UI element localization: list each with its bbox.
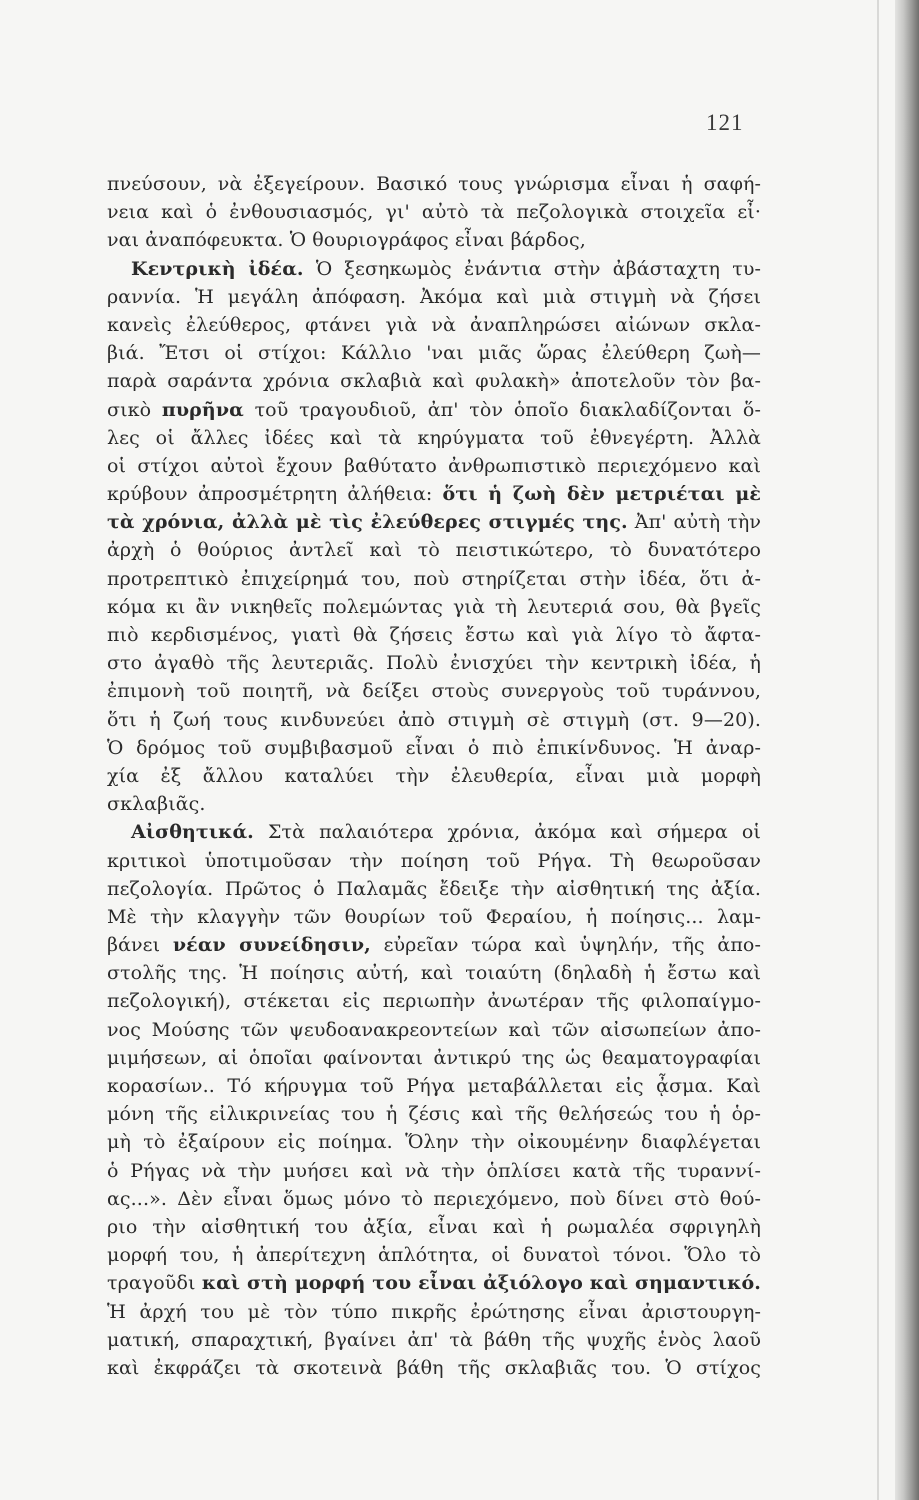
text-segment: πιὸ κερδισμένος, γιατὶ θὰ ζήσεις ἔστω καὶ γιὰ λίγο τὸ ἄφτα- bbox=[107, 624, 761, 646]
text-segment: Ἡ ἀρχή του μὲ τὸν τύπο πικρῆς ἐρώτησης εἶναι ἀριστουργη- bbox=[107, 1300, 761, 1323]
text-line bbox=[107, 508, 761, 536]
text-segment: σικὸ bbox=[107, 398, 162, 421]
text-line bbox=[107, 706, 761, 734]
text-segment: μὴ τὸ ἐξαίρουν εἰς ποίημα. Ὅλην τὴν οἰκουμένην διαφλέγεται bbox=[107, 1131, 761, 1154]
text-line bbox=[107, 367, 761, 395]
text-segment: κρύβουν ἀπροσμέτρητη ἀλήθεια: bbox=[107, 483, 443, 506]
page-edge-line bbox=[877, 0, 879, 1500]
text-line bbox=[107, 452, 761, 480]
text-line bbox=[107, 734, 761, 762]
text-line bbox=[107, 1157, 761, 1185]
text-line bbox=[107, 311, 761, 339]
text-segment: ἀρχὴ ὁ θούριος ἀντλεῖ καὶ τὸ πειστικώτερο, τὸ δυνατότερο bbox=[107, 539, 761, 562]
text-segment: νεια καὶ ὁ ἐνθουσιασμός, γι' αὐτὸ τὰ πεζολογικὰ στοιχεῖα εἶ· bbox=[107, 201, 761, 224]
text-line bbox=[107, 987, 761, 1015]
text-segment: ὁ Ρήγας νὰ τὴν μυήσει καὶ νὰ τὴν ὁπλίσει κατὰ τῆς τυραννί- bbox=[107, 1159, 761, 1182]
text-segment: οἱ στίχοι αὐτοὶ ἔχουν βαθύτατο ἀνθρωπιστικὸ περιεχόμενο καὶ bbox=[107, 454, 761, 477]
text-line bbox=[107, 198, 761, 226]
text-segment: Μὲ τὴν κλαγγὴν τῶν θουρίων τοῦ Φεραίου, ἡ ποίησις... λαμ- bbox=[107, 905, 761, 928]
text-line bbox=[107, 1298, 761, 1326]
text-line bbox=[107, 959, 761, 987]
bold-text-segment: τὰ χρόνια, ἀλλὰ μὲ τὶς ἐλεύθερες στιγμές της. bbox=[107, 511, 628, 534]
page-edge-shadow bbox=[895, 0, 919, 1500]
text-segment: λες οἱ ἄλλες ἰδέες καὶ τὰ κηρύγματα τοῦ ἐθνεγέρτη. Ἀλλὰ bbox=[107, 426, 761, 449]
text-line bbox=[107, 593, 761, 621]
text-line bbox=[107, 283, 761, 311]
text-line bbox=[107, 649, 761, 677]
text-segment: βάνει bbox=[107, 934, 173, 957]
text-segment: ματική, σπαραχτική, βγαίνει ἀπ' τὰ βάθη τῆς ψυχῆς ἑνὸς λαοῦ bbox=[107, 1328, 761, 1351]
text-line bbox=[107, 762, 761, 790]
text-segment: τοῦ τραγουδιοῦ, ἀπ' τὸν ὁποῖο διακλαδίζονται ὅ- bbox=[243, 398, 761, 421]
text-segment: πεζολογία. Πρῶτος ὁ Παλαμᾶς ἔδειξε τὴν αἰσθητική της ἀξία. bbox=[107, 877, 761, 900]
text-line bbox=[107, 1241, 761, 1269]
bold-text-segment: νέαν συνείδησιν, bbox=[172, 934, 371, 957]
text-line bbox=[107, 677, 761, 705]
text-segment: Ἀπ' αὐτὴ τὴν bbox=[627, 511, 761, 534]
text-segment: στο ἀγαθὸ τῆς λευτεριᾶς. Πολὺ ἐνισχύει τὴν κεντρικὴ ἰδέα, ἡ bbox=[107, 652, 761, 675]
text-line bbox=[107, 931, 761, 959]
text-line bbox=[107, 565, 761, 593]
text-line bbox=[107, 1326, 761, 1354]
text-line bbox=[107, 1044, 761, 1072]
bold-text-segment: πυρῆνα bbox=[161, 398, 244, 421]
text-line bbox=[107, 875, 761, 903]
text-segment: κόμα κι ἂν νικηθεῖς πολεμώντας γιὰ τὴ λευτεριά σου, θὰ βγεῖς bbox=[107, 595, 761, 618]
text-segment: Ὁ δρόμος τοῦ συμβιβασμοῦ εἶναι ὁ πιὸ ἐπικίνδυνος. Ἡ ἀναρ- bbox=[107, 736, 761, 759]
text-line bbox=[107, 170, 761, 198]
text-segment: ραννία. Ἡ μεγάλη ἀπόφαση. Ἀκόμα καὶ μιὰ στιγμὴ νὰ ζήσει bbox=[107, 285, 761, 308]
text-segment: κανεὶς ἐλεύθερος, φτάνει γιὰ νὰ ἀναπληρώσει αἰώνων σκλα- bbox=[107, 313, 761, 336]
text-segment: τραγοῦδι bbox=[107, 1272, 202, 1295]
text-segment: σκλαβιᾶς. bbox=[107, 793, 206, 816]
text-segment: πεζολογική), στέκεται εἰς περιωπὴν ἀνωτέραν τῆς φιλοπαίγμο- bbox=[107, 990, 761, 1013]
text-segment: μιμήσεων, αἱ ὁποῖαι φαίνονται ἀντικρύ της ὡς θεαματογραφίαι bbox=[107, 1046, 761, 1069]
text-segment: βιά. Ἔτσι οἱ στίχοι: Κάλλιο 'ναι μιᾶς ὥρας ἐλεύθερη ζωὴ— bbox=[107, 342, 761, 365]
text-line bbox=[107, 790, 761, 818]
text-line bbox=[107, 1072, 761, 1100]
bold-text-segment: καὶ στὴ μορφή του εἶναι ἀξιόλογο καὶ σημαντικό. bbox=[201, 1272, 761, 1295]
text-line bbox=[107, 536, 761, 564]
text-line bbox=[107, 226, 761, 254]
text-line bbox=[107, 424, 761, 452]
text-segment: παρὰ σαράντα χρόνια σκλαβιὰ καὶ φυλακὴ» ἀποτελοῦν τὸν βα- bbox=[107, 370, 761, 393]
text-segment: καὶ ἐκφράζει τὰ σκοτεινὰ βάθη τῆς σκλαβιᾶς του. Ὁ στίχος bbox=[107, 1356, 761, 1379]
text-segment: ας...». Δὲν εἶναι ὅμως μόνο τὸ περιεχόμενο, ποὺ δίνει στὸ θού- bbox=[107, 1187, 761, 1210]
page-number: 121 bbox=[706, 110, 744, 135]
text-segment: ριο τὴν αἰσθητική του ἀξία, εἶναι καὶ ἡ ρωμαλέα σφριγηλὴ bbox=[107, 1215, 761, 1238]
text-segment: πνεύσουν, νὰ ἐξεγείρουν. Βασικό τους γνώρισμα εἶναι ἡ σαφή- bbox=[107, 173, 761, 195]
text-segment: κριτικοὶ ὑποτιμοῦσαν τὴν ποίηση τοῦ Ρήγα. Τὴ θεωροῦσαν bbox=[107, 849, 761, 872]
text-segment: Στὰ παλαιότερα χρόνια, ἀκόμα καὶ σήμερα οἱ bbox=[253, 821, 761, 844]
text-line bbox=[107, 396, 761, 424]
text-line bbox=[107, 1185, 761, 1213]
text-segment: νος Μούσης τῶν ψευδοανακρεοντείων καὶ τῶν αἰσωπείων ἀπο- bbox=[107, 1018, 761, 1041]
text-segment: εὐρεῖαν τώρα καὶ ὑψηλήν, τῆς ἀπο- bbox=[370, 934, 761, 957]
bold-text-segment: Αἰσθητικά. bbox=[131, 821, 254, 844]
text-line bbox=[107, 1128, 761, 1156]
text-line bbox=[107, 1016, 761, 1044]
text-line bbox=[107, 1354, 761, 1382]
text-segment: ἐπιμονὴ τοῦ ποιητῆ, νὰ δείξει στοὺς συνεργοὺς τοῦ τυράννου, bbox=[107, 680, 761, 703]
text-segment: ναι ἀναπόφευκτα. Ὁ θουριογράφος εἶναι βάρδος, bbox=[107, 229, 586, 252]
text-line bbox=[107, 847, 761, 875]
text-segment: προτρεπτικὸ ἐπιχείρημά του, ποὺ στηρίζεται στὴν ἰδέα, ὅτι ἀ- bbox=[107, 567, 761, 590]
text-segment: μόνη τῆς εἰλικρινείας του ἡ ζέσις καὶ τῆς θελήσεώς του ἡ ὁρ- bbox=[107, 1103, 761, 1126]
bold-text-segment: ὅτι ἡ ζωὴ δὲν μετριέται μὲ bbox=[442, 483, 761, 506]
text-line bbox=[107, 255, 761, 283]
bold-text-segment: Κεντρικὴ ἰδέα. bbox=[131, 257, 304, 280]
text-segment: χία ἐξ ἄλλου καταλύει τὴν ἐλευθερία, εἶναι μιὰ μορφὴ bbox=[107, 764, 761, 787]
text-line bbox=[107, 1213, 761, 1241]
text-line bbox=[107, 903, 761, 931]
text-segment: μορφή του, ἡ ἀπερίτεχνη ἁπλότητα, οἱ δυνατοὶ τόνοι. Ὅλο τὸ bbox=[107, 1244, 761, 1267]
text-line bbox=[107, 1100, 761, 1128]
text-line bbox=[107, 621, 761, 649]
text-line bbox=[107, 1269, 761, 1297]
text-segment: κορασίων.. Τό κήρυγμα τοῦ Ρήγα μεταβάλλεται εἰς ᾆσμα. Καὶ bbox=[107, 1075, 761, 1097]
text-segment: στολῆς της. Ἡ ποίησις αὐτή, καὶ τοιαύτη (δηλαδὴ ἡ ἔστω καὶ bbox=[107, 962, 761, 985]
text-line bbox=[107, 480, 761, 508]
text-segment: ὅτι ἡ ζωή τους κινδυνεύει ἀπὸ στιγμὴ σὲ στιγμὴ (στ. 9—20). bbox=[107, 708, 761, 731]
text-segment: Ὁ ξεσηκωμὸς ἐνάντια στὴν ἀβάσταχτη τυ- bbox=[303, 257, 761, 280]
body-text bbox=[107, 170, 761, 1382]
text-line bbox=[107, 818, 761, 846]
text-line bbox=[107, 339, 761, 367]
